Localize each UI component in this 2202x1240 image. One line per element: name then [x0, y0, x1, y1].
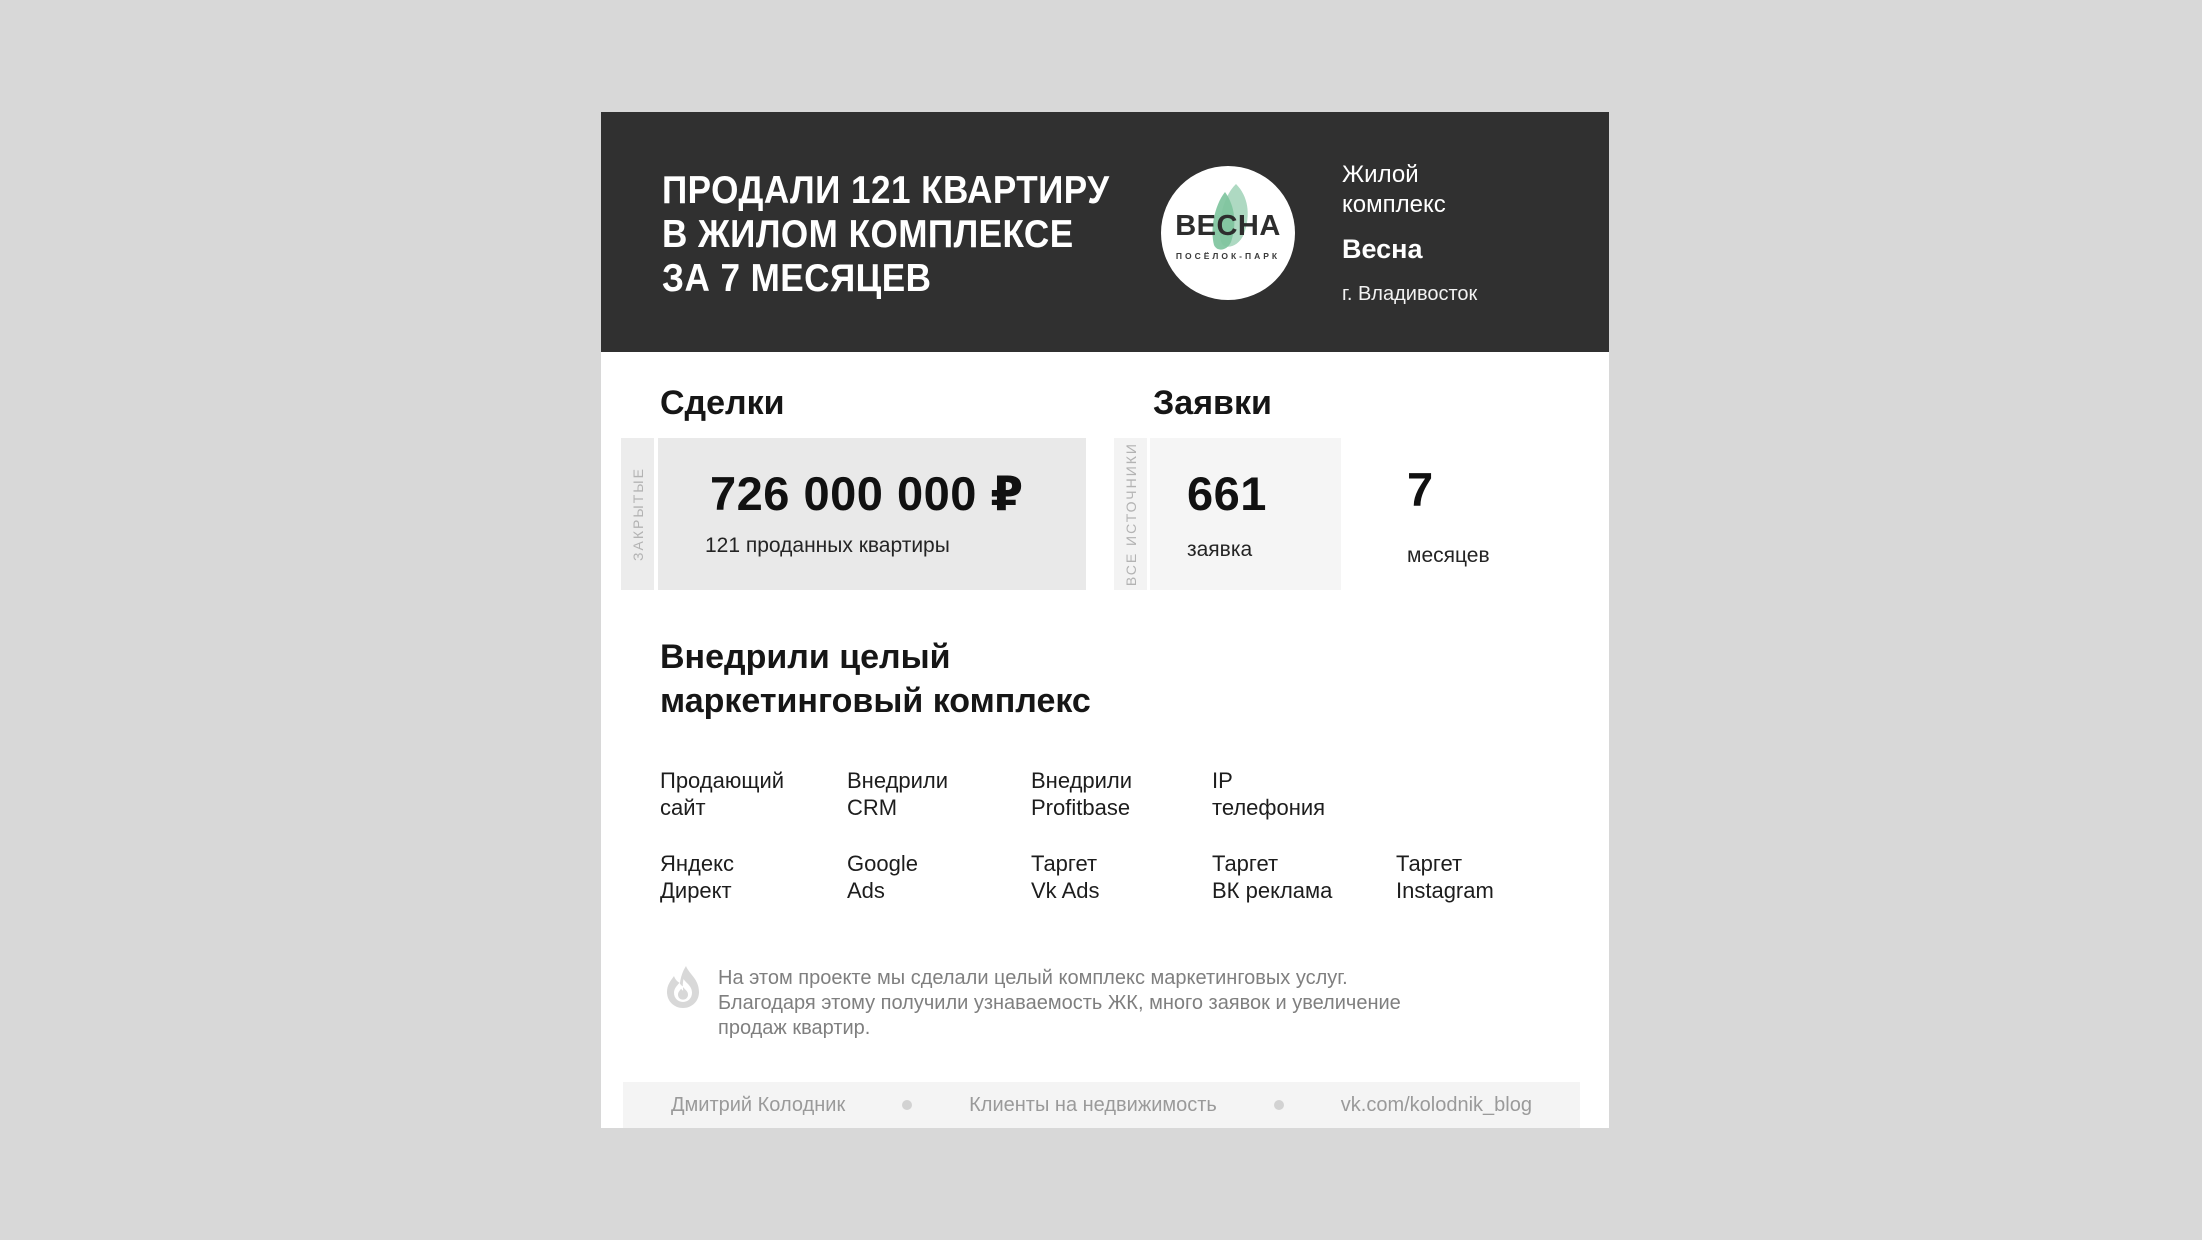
months-caption: месяцев: [1407, 544, 1490, 567]
flame-icon: [659, 964, 707, 1014]
marketing-item-vk-reklama: Таргет ВК реклама: [1212, 851, 1333, 903]
marketing-item-ip-telephony: IP телефония: [1212, 768, 1326, 820]
project-name: Весна: [1342, 234, 1423, 264]
header: [601, 112, 1609, 352]
case-card: [601, 112, 1609, 1128]
marketing-heading: Внедрили целый маркетинговый комплекс: [660, 638, 1091, 720]
dot-separator: [1274, 1100, 1284, 1110]
note-text: На этом проекте мы сделали целый комплекс маркетинговых услуг. Благодаря этому получили узнаваемость ЖК, много заявок и увеличение продаж квартир.: [718, 967, 1401, 1039]
leads-count-caption: заявка: [1187, 538, 1253, 561]
marketing-item-profitbase: Внедрили Profitbase: [1031, 768, 1133, 820]
marketing-item-yandex-direct: Яндекс Директ: [660, 851, 734, 903]
marketing-item-vk-ads: Таргет Vk Ads: [1031, 851, 1100, 903]
leads-stat-box: [1150, 438, 1341, 590]
footer-author: Дмитрий Колодник: [671, 1093, 846, 1116]
leads-side-label: ВСЕ ИСТОЧНИКИ: [1114, 438, 1147, 590]
footer-bar: [623, 1082, 1580, 1128]
logo: [1161, 166, 1295, 300]
deals-stat-box: [658, 438, 1086, 590]
title-line-1: ПРОДАЛИ 121 КВАРТИРУ: [662, 169, 1110, 212]
months-value: 7: [1407, 463, 1434, 516]
deals-heading: Сделки: [660, 384, 785, 422]
leads-count: 661: [1187, 467, 1267, 520]
footer-community: Клиенты на недвижимость: [969, 1093, 1217, 1116]
deals-amount: 726 000 000 ₽: [710, 467, 1024, 520]
project-info: [1342, 160, 1477, 306]
marketing-item-crm: Внедрили CRM: [847, 768, 949, 820]
project-type: Жилой комплекс: [1342, 161, 1446, 218]
footer-link: vk.com/kolodnik_blog: [1340, 1093, 1532, 1116]
dot-separator: [902, 1100, 912, 1110]
marketing-item-selling-site: Продающий сайт: [660, 768, 785, 820]
project-city: г. Владивосток: [1342, 283, 1478, 305]
logo-subtitle: ПОСЁЛОК-ПАРК: [1175, 251, 1281, 261]
leads-heading: Заявки: [1153, 384, 1272, 422]
months-stat: [1407, 438, 1490, 568]
logo-name: ВЕСНА: [1175, 210, 1281, 242]
marketing-item-instagram: Таргет Instagram: [1396, 851, 1494, 903]
title-line-3: ЗА 7 МЕСЯЦЕВ: [662, 257, 932, 300]
title-line-2: В ЖИЛОМ КОМПЛЕКСЕ: [662, 213, 1074, 256]
main-title: [662, 169, 1109, 301]
marketing-item-google-ads: Google Ads: [847, 851, 918, 903]
deals-caption: 121 проданных квартиры: [705, 534, 950, 557]
deals-side-label: ЗАКРЫТЫЕ: [621, 438, 654, 590]
